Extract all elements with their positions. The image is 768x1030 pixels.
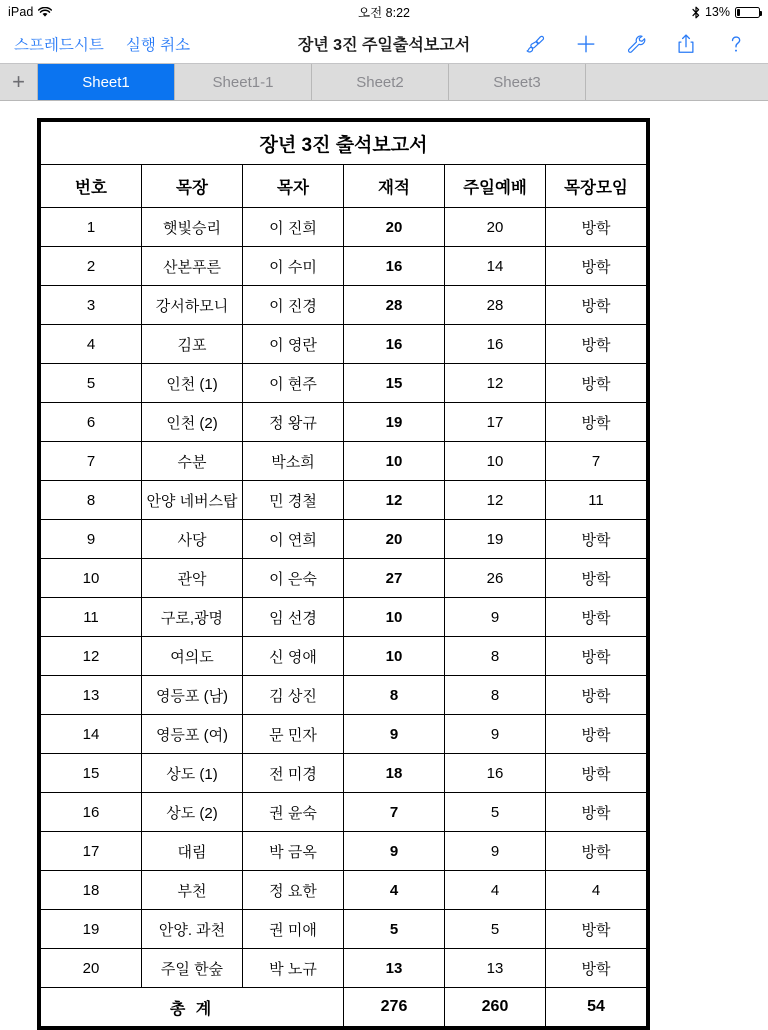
column-header-4[interactable]: 재적 bbox=[344, 165, 445, 208]
table-row[interactable] bbox=[41, 325, 647, 364]
cell-juil-yebae[interactable]: 10 bbox=[445, 442, 546, 481]
cell-mokjang-moim[interactable]: 7 bbox=[546, 442, 647, 481]
cell-jaejeok[interactable]: 4 bbox=[344, 871, 445, 910]
cell-jaejeok[interactable]: 20 bbox=[344, 208, 445, 247]
column-header-5[interactable]: 주일예배 bbox=[445, 165, 546, 208]
spreadsheets-back-button[interactable]: 스프레드시트 bbox=[14, 33, 104, 55]
cell-mokjang[interactable]: 햇빛승리 bbox=[142, 208, 243, 247]
cell-mokja[interactable]: 이 연희 bbox=[243, 520, 344, 559]
cell-mokjang[interactable]: 상도 (1) bbox=[142, 754, 243, 793]
battery-icon bbox=[735, 7, 760, 18]
column-header-3[interactable]: 목자 bbox=[243, 165, 344, 208]
cell-no[interactable]: 16 bbox=[41, 793, 142, 832]
table-row[interactable] bbox=[41, 637, 647, 676]
cell-mokjang-moim[interactable]: 방학 bbox=[546, 793, 647, 832]
toolbar-right-group bbox=[524, 32, 768, 56]
share-icon[interactable] bbox=[674, 32, 698, 56]
sheet-tab-sheet3[interactable]: Sheet3 bbox=[449, 64, 586, 100]
status-bar-left bbox=[8, 5, 52, 19]
cell-mokja[interactable]: 이 진경 bbox=[243, 286, 344, 325]
cell-juil-yebae[interactable]: 20 bbox=[445, 208, 546, 247]
cell-mokjang[interactable]: 사당 bbox=[142, 520, 243, 559]
cell-juil-yebae[interactable]: 13 bbox=[445, 949, 546, 988]
table-row[interactable] bbox=[41, 715, 647, 754]
column-header-2[interactable]: 목장 bbox=[142, 165, 243, 208]
cell-mokja[interactable]: 이 수미 bbox=[243, 247, 344, 286]
cell-no[interactable]: 4 bbox=[41, 325, 142, 364]
cell-jaejeok[interactable]: 13 bbox=[344, 949, 445, 988]
cell-mokja[interactable]: 박 노규 bbox=[243, 949, 344, 988]
status-bar-clock: 오전 8:22 bbox=[358, 6, 410, 20]
cell-jaejeok[interactable]: 8 bbox=[344, 676, 445, 715]
cell-jaejeok[interactable]: 5 bbox=[344, 910, 445, 949]
cell-mokjang-moim[interactable]: 방학 bbox=[546, 949, 647, 988]
sheet-tab-sheet1[interactable]: Sheet1 bbox=[38, 64, 175, 100]
table-row[interactable] bbox=[41, 910, 647, 949]
cell-juil-yebae[interactable]: 19 bbox=[445, 520, 546, 559]
total-label[interactable]: 총 계 bbox=[41, 988, 344, 1027]
cell-mokjang[interactable]: 여의도 bbox=[142, 637, 243, 676]
table-row[interactable] bbox=[41, 247, 647, 286]
status-bar-right bbox=[692, 5, 760, 19]
cell-no[interactable]: 2 bbox=[41, 247, 142, 286]
cell-juil-yebae[interactable]: 8 bbox=[445, 637, 546, 676]
cell-jaejeok[interactable]: 18 bbox=[344, 754, 445, 793]
cell-jaejeok[interactable]: 9 bbox=[344, 832, 445, 871]
cell-mokjang[interactable]: 안양 네버스탑 bbox=[142, 481, 243, 520]
table-row[interactable] bbox=[41, 559, 647, 598]
column-header-6[interactable]: 목장모임 bbox=[546, 165, 647, 208]
table-row[interactable] bbox=[41, 754, 647, 793]
cell-jaejeok[interactable]: 15 bbox=[344, 364, 445, 403]
add-sheet-button[interactable]: + bbox=[0, 64, 38, 100]
cell-no[interactable]: 14 bbox=[41, 715, 142, 754]
cell-no[interactable]: 12 bbox=[41, 637, 142, 676]
cell-mokja[interactable]: 문 민자 bbox=[243, 715, 344, 754]
cell-jaejeok[interactable]: 10 bbox=[344, 637, 445, 676]
cell-juil-yebae[interactable]: 17 bbox=[445, 403, 546, 442]
table-row[interactable] bbox=[41, 520, 647, 559]
cell-mokjang-moim[interactable]: 방학 bbox=[546, 910, 647, 949]
page-title: 장년 3진 주일출석보고서 bbox=[297, 37, 471, 54]
cell-no[interactable]: 13 bbox=[41, 676, 142, 715]
status-bar bbox=[0, 0, 768, 24]
cell-mokja[interactable]: 이 영란 bbox=[243, 325, 344, 364]
table-total-row[interactable] bbox=[41, 988, 647, 1027]
cell-mokja[interactable]: 정 요한 bbox=[243, 871, 344, 910]
table-row[interactable] bbox=[41, 364, 647, 403]
total-jaejeok[interactable]: 276 bbox=[344, 988, 445, 1027]
wifi-icon bbox=[38, 7, 52, 18]
cell-mokjang-moim[interactable]: 방학 bbox=[546, 598, 647, 637]
cell-no[interactable]: 20 bbox=[41, 949, 142, 988]
cell-mokjang[interactable]: 대림 bbox=[142, 832, 243, 871]
cell-juil-yebae[interactable]: 16 bbox=[445, 325, 546, 364]
battery-percent-label: 13% bbox=[704, 5, 730, 19]
cell-juil-yebae[interactable]: 14 bbox=[445, 247, 546, 286]
cell-mokjang[interactable]: 관악 bbox=[142, 559, 243, 598]
battery-level-fill bbox=[737, 9, 740, 16]
cell-juil-yebae[interactable]: 9 bbox=[445, 598, 546, 637]
cell-no[interactable]: 18 bbox=[41, 871, 142, 910]
cell-mokja[interactable]: 권 윤숙 bbox=[243, 793, 344, 832]
cell-mokjang[interactable]: 수분 bbox=[142, 442, 243, 481]
cell-mokjang-moim[interactable]: 방학 bbox=[546, 325, 647, 364]
cell-mokjang-moim[interactable]: 방학 bbox=[546, 559, 647, 598]
spreadsheet-canvas[interactable] bbox=[0, 101, 768, 1024]
cell-no[interactable]: 19 bbox=[41, 910, 142, 949]
cell-jaejeok[interactable]: 16 bbox=[344, 325, 445, 364]
sheet-tab-bar bbox=[0, 64, 768, 101]
cell-no[interactable]: 3 bbox=[41, 286, 142, 325]
cell-mokjang-moim[interactable]: 방학 bbox=[546, 403, 647, 442]
table-row[interactable] bbox=[41, 442, 647, 481]
cell-jaejeok[interactable]: 16 bbox=[344, 247, 445, 286]
table-row[interactable] bbox=[41, 598, 647, 637]
device-name: iPad bbox=[8, 5, 34, 19]
table-row[interactable] bbox=[41, 832, 647, 871]
table-row[interactable] bbox=[41, 676, 647, 715]
total-juil-yebae[interactable]: 260 bbox=[445, 988, 546, 1027]
cell-mokja[interactable]: 이 현주 bbox=[243, 364, 344, 403]
cell-mokja[interactable]: 박 금옥 bbox=[243, 832, 344, 871]
cell-mokja[interactable]: 임 선경 bbox=[243, 598, 344, 637]
cell-jaejeok[interactable]: 10 bbox=[344, 442, 445, 481]
tools-wrench-icon[interactable] bbox=[624, 32, 648, 56]
cell-mokjang[interactable]: 강서하모니 bbox=[142, 286, 243, 325]
bluetooth-icon bbox=[692, 6, 700, 19]
cell-mokjang-moim[interactable]: 11 bbox=[546, 481, 647, 520]
cell-no[interactable]: 8 bbox=[41, 481, 142, 520]
cell-juil-yebae[interactable]: 12 bbox=[445, 481, 546, 520]
cell-jaejeok[interactable]: 28 bbox=[344, 286, 445, 325]
sheet-tab-sheet2[interactable]: Sheet2 bbox=[312, 64, 449, 100]
table-row[interactable] bbox=[41, 403, 647, 442]
cell-mokja[interactable]: 김 상진 bbox=[243, 676, 344, 715]
cell-no[interactable]: 17 bbox=[41, 832, 142, 871]
cell-mokja[interactable]: 신 영애 bbox=[243, 637, 344, 676]
cell-jaejeok[interactable]: 9 bbox=[344, 715, 445, 754]
sheet-tab-sheet1-1[interactable]: Sheet1-1 bbox=[175, 64, 312, 100]
cell-jaejeok[interactable]: 12 bbox=[344, 481, 445, 520]
cell-mokja[interactable]: 이 진희 bbox=[243, 208, 344, 247]
cell-jaejeok[interactable]: 27 bbox=[344, 559, 445, 598]
cell-mokjang-moim[interactable]: 방학 bbox=[546, 208, 647, 247]
cell-jaejeok[interactable]: 7 bbox=[344, 793, 445, 832]
app-toolbar bbox=[0, 24, 768, 64]
help-question-icon[interactable] bbox=[724, 32, 748, 56]
cell-juil-yebae[interactable]: 9 bbox=[445, 715, 546, 754]
cell-mokjang-moim[interactable]: 방학 bbox=[546, 832, 647, 871]
table-title-row bbox=[41, 122, 647, 165]
cell-juil-yebae[interactable]: 5 bbox=[445, 793, 546, 832]
table-row[interactable] bbox=[41, 481, 647, 520]
cell-jaejeok[interactable]: 19 bbox=[344, 403, 445, 442]
cell-mokja[interactable]: 정 왕규 bbox=[243, 403, 344, 442]
attendance-table[interactable] bbox=[40, 121, 647, 1027]
format-brush-icon[interactable] bbox=[524, 32, 548, 56]
cell-mokjang[interactable]: 주일 한숲 bbox=[142, 949, 243, 988]
cell-mokja[interactable]: 민 경철 bbox=[243, 481, 344, 520]
cell-mokjang-moim[interactable]: 방학 bbox=[546, 364, 647, 403]
table-row[interactable] bbox=[41, 871, 647, 910]
table-row[interactable] bbox=[41, 949, 647, 988]
cell-mokjang-moim[interactable]: 4 bbox=[546, 871, 647, 910]
table-title: 장년 3진 출석보고서 bbox=[41, 122, 647, 165]
cell-mokjang[interactable]: 영등포 (남) bbox=[142, 676, 243, 715]
cell-mokjang-moim[interactable]: 방학 bbox=[546, 715, 647, 754]
cell-no[interactable]: 11 bbox=[41, 598, 142, 637]
cell-no[interactable]: 9 bbox=[41, 520, 142, 559]
cell-no[interactable]: 7 bbox=[41, 442, 142, 481]
cell-mokjang-moim[interactable]: 방학 bbox=[546, 637, 647, 676]
table-row[interactable] bbox=[41, 208, 647, 247]
total-mokjang-moim[interactable]: 54 bbox=[546, 988, 647, 1027]
insert-plus-icon[interactable] bbox=[574, 32, 598, 56]
cell-mokja[interactable]: 전 미경 bbox=[243, 754, 344, 793]
cell-mokjang[interactable]: 구로,광명 bbox=[142, 598, 243, 637]
cell-mokja[interactable]: 박소희 bbox=[243, 442, 344, 481]
cell-no[interactable]: 5 bbox=[41, 364, 142, 403]
cell-mokjang[interactable]: 김포 bbox=[142, 325, 243, 364]
cell-mokjang[interactable]: 산본푸른 bbox=[142, 247, 243, 286]
cell-mokja[interactable]: 이 은숙 bbox=[243, 559, 344, 598]
column-header-1[interactable]: 번호 bbox=[41, 165, 142, 208]
cell-mokjang-moim[interactable]: 방학 bbox=[546, 520, 647, 559]
cell-mokjang[interactable]: 인천 (2) bbox=[142, 403, 243, 442]
cell-no[interactable]: 10 bbox=[41, 559, 142, 598]
cell-mokjang[interactable]: 상도 (2) bbox=[142, 793, 243, 832]
cell-mokjang[interactable]: 안양. 과천 bbox=[142, 910, 243, 949]
cell-mokjang[interactable]: 영등포 (여) bbox=[142, 715, 243, 754]
cell-juil-yebae[interactable]: 12 bbox=[445, 364, 546, 403]
cell-mokja[interactable]: 권 미애 bbox=[243, 910, 344, 949]
cell-juil-yebae[interactable]: 28 bbox=[445, 286, 546, 325]
cell-juil-yebae[interactable]: 26 bbox=[445, 559, 546, 598]
cell-mokjang-moim[interactable]: 방학 bbox=[546, 286, 647, 325]
attendance-table-body bbox=[41, 122, 647, 1027]
undo-button[interactable]: 실행 취소 bbox=[126, 33, 190, 55]
sheet-tab-empty-area bbox=[586, 64, 768, 100]
cell-no[interactable]: 15 bbox=[41, 754, 142, 793]
cell-juil-yebae[interactable]: 8 bbox=[445, 676, 546, 715]
cell-mokjang-moim[interactable]: 방학 bbox=[546, 247, 647, 286]
cell-juil-yebae[interactable]: 4 bbox=[445, 871, 546, 910]
cell-mokjang-moim[interactable]: 방학 bbox=[546, 676, 647, 715]
cell-juil-yebae[interactable]: 5 bbox=[445, 910, 546, 949]
toolbar-left-group bbox=[0, 33, 190, 55]
table-header-row bbox=[41, 165, 647, 208]
table-row[interactable] bbox=[41, 286, 647, 325]
cell-no[interactable]: 6 bbox=[41, 403, 142, 442]
cell-mokjang-moim[interactable]: 방학 bbox=[546, 754, 647, 793]
cell-mokjang[interactable]: 인천 (1) bbox=[142, 364, 243, 403]
attendance-table-container[interactable] bbox=[37, 118, 650, 1030]
table-row[interactable] bbox=[41, 793, 647, 832]
cell-jaejeok[interactable]: 20 bbox=[344, 520, 445, 559]
cell-juil-yebae[interactable]: 9 bbox=[445, 832, 546, 871]
cell-juil-yebae[interactable]: 16 bbox=[445, 754, 546, 793]
cell-no[interactable]: 1 bbox=[41, 208, 142, 247]
cell-mokjang[interactable]: 부천 bbox=[142, 871, 243, 910]
cell-jaejeok[interactable]: 10 bbox=[344, 598, 445, 637]
